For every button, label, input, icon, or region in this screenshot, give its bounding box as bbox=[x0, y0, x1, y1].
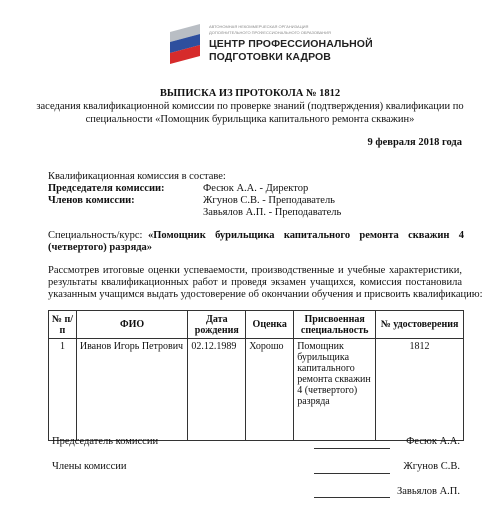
table-row bbox=[49, 339, 464, 441]
specialty-value-line-2: (четвертого) разряда» bbox=[48, 242, 153, 253]
signature-name-member-2: Завьялов А.П. bbox=[397, 486, 460, 497]
chair-label: Председателя комиссии: bbox=[48, 183, 165, 194]
chair-name: Фесюк А.А. - Директор bbox=[203, 183, 309, 194]
cell-full-name: Иванов Игорь Петрович bbox=[76, 339, 187, 441]
cell-birth-date: 02.12.1989 bbox=[188, 339, 246, 441]
logo-org-type-line-2: ДОПОЛНИТЕЛЬНОГО ПРОФЕССИОНАЛЬНОГО ОБРАЗОВАНИЯ bbox=[209, 30, 331, 35]
cell-specialty: Помощник бурильщика капитального ремонта скважин 4 (четвертого) разряда bbox=[294, 339, 376, 441]
signature-line-member-2 bbox=[314, 497, 390, 498]
member-name-1: Жгунов С.В. - Преподаватель bbox=[203, 195, 335, 206]
cell-certificate-number: 1812 bbox=[376, 339, 464, 441]
decision-line-1: Рассмотрев итоговые оценки успеваемости, производственные и учебные характеристики, bbox=[48, 265, 462, 276]
header-full-name: ФИО bbox=[76, 311, 187, 339]
document-subtitle-line-2: специальности «Помощник бурильщика капитального ремонта скважин» bbox=[85, 114, 415, 125]
logo-name-line-1: ЦЕНТР ПРОФЕССИОНАЛЬНОЙ bbox=[209, 38, 373, 50]
table-header-row bbox=[49, 311, 464, 339]
header-grade: Оценка bbox=[246, 311, 294, 339]
document-date: 9 февраля 2018 года bbox=[367, 137, 462, 148]
specialty-value-line-1: «Помощник бурильщика капитального ремонта скважин 4 bbox=[148, 230, 464, 241]
signature-line-member-1 bbox=[314, 473, 390, 474]
graduates-table bbox=[48, 310, 464, 441]
logo-org-type-line-1: АВТОНОМНАЯ НЕКОММЕРЧЕСКАЯ ОРГАНИЗАЦИЯ bbox=[209, 24, 309, 29]
member-name-2: Завьялов А.П. - Преподаватель bbox=[203, 207, 342, 218]
cell-number: 1 bbox=[49, 339, 77, 441]
commission-intro: Квалификационная комиссия в составе: bbox=[48, 171, 226, 182]
header-specialty: Присвоенная специальность bbox=[294, 311, 376, 339]
signature-label-members: Члены комиссии bbox=[52, 461, 127, 472]
members-label: Членов комиссии: bbox=[48, 195, 135, 206]
document-subtitle-line-1: заседания квалификационной комиссии по проверке знаний (подтверждения) квалификации по bbox=[36, 101, 464, 112]
signature-name-member-1: Жгунов С.В. bbox=[403, 461, 460, 472]
signature-name-chair: Фесюк А.А. bbox=[406, 436, 460, 447]
header-birth-date: Дата рождения bbox=[188, 311, 246, 339]
specialty-label: Специальность/курс: bbox=[48, 230, 143, 241]
signature-line-chair bbox=[314, 448, 390, 449]
logo-name-line-2: ПОДГОТОВКИ КАДРОВ bbox=[209, 51, 331, 63]
header-certificate-number: № удостоверения bbox=[376, 311, 464, 339]
decision-line-2: результаты квалификационных работ и проведя экзамен учащихся, комиссия постановила bbox=[48, 277, 462, 288]
signature-label-chair: Председатель комиссии bbox=[52, 436, 159, 447]
organization-logo bbox=[166, 22, 373, 72]
decision-line-3: указанным учащимся выдать удостоверение об окончании обучения и присвоить квалификацию: bbox=[48, 289, 483, 300]
document-title: ВЫПИСКА ИЗ ПРОТОКОЛА № 1812 bbox=[159, 88, 341, 99]
header-number: № п/п bbox=[49, 311, 77, 339]
flag-stripes-logo-icon bbox=[166, 22, 204, 66]
cell-grade: Хорошо bbox=[246, 339, 294, 441]
